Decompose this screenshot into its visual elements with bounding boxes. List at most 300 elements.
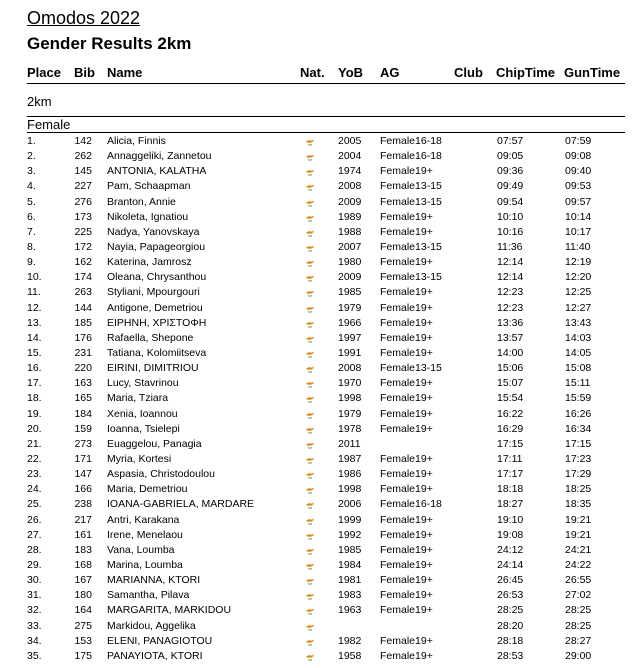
place-cell: 23. — [27, 468, 42, 481]
ag-cell: Female16-18 — [380, 150, 442, 163]
table-row — [0, 437, 635, 452]
bib-cell: 161 — [74, 528, 92, 541]
yob-cell: 1988 — [338, 225, 362, 238]
yob-cell: 1998 — [338, 392, 362, 405]
chiptime-cell: 09:49 — [497, 180, 524, 193]
bib-cell: 142 — [74, 135, 92, 147]
table-row — [0, 422, 635, 437]
place-cell: 11. — [27, 286, 41, 299]
table-row — [0, 482, 635, 497]
cyprus-flag-icon — [303, 334, 317, 344]
bib-cell: 176 — [74, 331, 92, 344]
chiptime-cell: 19:10 — [497, 513, 524, 526]
ag-cell: Female19+ — [380, 210, 433, 223]
yob-cell: 1982 — [338, 634, 362, 647]
guntime-cell: 18:35 — [565, 498, 592, 511]
cyprus-flag-icon — [303, 364, 317, 374]
bib-cell: 163 — [74, 377, 92, 390]
yob-cell: 2009 — [338, 195, 362, 208]
group-divider — [27, 132, 625, 133]
name-cell: Maria, Tziara — [107, 392, 169, 405]
chiptime-cell: 15:07 — [497, 377, 524, 390]
report-title: Gender Results 2km — [27, 34, 192, 53]
place-cell: 33. — [27, 619, 42, 632]
cyprus-flag-icon — [303, 485, 317, 495]
place-cell: 15. — [27, 346, 42, 359]
chiptime-cell: 12:14 — [497, 256, 524, 269]
guntime-cell: 15:11 — [565, 377, 591, 390]
header-bib: Bib — [74, 65, 95, 80]
cyprus-flag-icon — [303, 213, 317, 223]
cyprus-flag-icon — [303, 531, 317, 541]
yob-cell: 2008 — [338, 362, 362, 375]
table-row — [0, 285, 635, 300]
name-cell: Styliani, Mpourgouri — [107, 286, 200, 299]
name-cell: Alicia, Finnis — [107, 135, 166, 147]
chiptime-cell: 28:53 — [497, 649, 524, 662]
table-row — [0, 634, 635, 649]
header-guntime: GunTime — [564, 65, 621, 80]
bib-cell: 147 — [74, 468, 92, 481]
ag-cell: Female19+ — [380, 483, 433, 496]
bib-cell: 162 — [74, 256, 92, 269]
guntime-cell: 29:00 — [565, 649, 592, 662]
chiptime-cell: 09:54 — [497, 195, 524, 208]
name-cell: Markidou, Aggelika — [107, 619, 196, 632]
bib-cell: 180 — [74, 589, 92, 602]
table-row — [0, 513, 635, 528]
guntime-cell: 18:25 — [565, 483, 592, 496]
ag-cell: Female19+ — [380, 301, 433, 314]
table-row — [0, 164, 635, 179]
name-cell: Vana, Loumba — [107, 543, 175, 556]
chiptime-cell: 14:00 — [497, 346, 524, 359]
guntime-cell: 12:25 — [565, 286, 592, 299]
table-row — [0, 543, 635, 558]
place-cell: 1. — [27, 135, 36, 147]
name-cell: Antigone, Demetriou — [107, 301, 203, 314]
bib-cell: 225 — [74, 225, 92, 238]
yob-cell: 2006 — [338, 498, 362, 511]
table-row — [0, 240, 635, 255]
yob-cell: 2011 — [338, 437, 361, 450]
chiptime-cell: 28:18 — [497, 634, 524, 647]
chiptime-cell: 12:14 — [497, 271, 524, 284]
ag-cell: Female19+ — [380, 649, 433, 662]
table-row — [0, 255, 635, 270]
bib-cell: 171 — [74, 452, 92, 465]
yob-cell: 2009 — [338, 271, 362, 284]
guntime-cell: 09:08 — [565, 150, 592, 163]
chiptime-cell: 18:18 — [497, 483, 524, 496]
name-cell: Maria, Demetriou — [107, 483, 188, 496]
table-row — [0, 528, 635, 543]
guntime-cell: 28:27 — [565, 634, 592, 647]
table-row — [0, 149, 635, 164]
ag-cell: Female13-15 — [380, 240, 442, 253]
yob-cell: 1966 — [338, 316, 362, 329]
place-cell: 30. — [27, 574, 42, 587]
table-row — [0, 361, 635, 376]
place-cell: 14. — [27, 331, 42, 344]
cyprus-flag-icon — [303, 455, 317, 465]
event-title[interactable]: Omodos 2022 — [27, 8, 141, 28]
table-row — [0, 195, 635, 210]
name-cell: Aspasia, Christodoulou — [107, 468, 215, 481]
cyprus-flag-icon — [303, 349, 317, 359]
bib-cell: 276 — [74, 195, 92, 208]
chiptime-cell: 12:23 — [497, 286, 524, 299]
ag-cell: Female19+ — [380, 165, 433, 178]
guntime-cell: 19:21 — [565, 513, 592, 526]
ag-cell: Female13-15 — [380, 195, 442, 208]
name-cell: Irene, Menelaou — [107, 528, 183, 541]
ag-cell: Female19+ — [380, 558, 433, 571]
bib-cell: 217 — [74, 513, 92, 526]
ag-cell: Female19+ — [380, 528, 433, 541]
guntime-cell: 24:22 — [565, 558, 592, 571]
name-cell: Samantha, Pilava — [107, 589, 190, 602]
yob-cell: 2008 — [338, 180, 362, 193]
chiptime-cell: 17:15 — [497, 437, 524, 450]
name-cell: ΕΙΡΗΝΗ, ΧΡΙΣΤΟΦΗ — [107, 316, 207, 329]
bib-cell: 144 — [74, 301, 92, 314]
yob-cell: 1984 — [338, 558, 362, 571]
place-cell: 16. — [27, 362, 42, 375]
yob-cell: 1999 — [338, 513, 362, 526]
cyprus-flag-icon — [303, 198, 317, 208]
name-cell: Lucy, Stavrinou — [107, 377, 179, 390]
bib-cell: 220 — [74, 362, 92, 375]
table-row — [0, 497, 635, 512]
ag-cell: Female19+ — [380, 316, 433, 329]
bib-cell: 262 — [74, 150, 92, 163]
guntime-cell: 28:25 — [565, 619, 592, 632]
chiptime-cell: 15:06 — [497, 362, 524, 375]
guntime-cell: 19:21 — [565, 528, 592, 541]
place-cell: 2. — [27, 150, 36, 163]
header-nat: Nat. — [300, 65, 325, 80]
chiptime-cell: 28:25 — [497, 604, 524, 617]
ag-cell: Female19+ — [380, 256, 433, 269]
cyprus-flag-icon — [303, 516, 317, 526]
guntime-cell: 09:53 — [565, 180, 592, 193]
guntime-cell: 26:55 — [565, 574, 592, 587]
name-cell: MARGARITA, MARKIDOU — [107, 604, 232, 617]
guntime-cell: 11:40 — [565, 240, 591, 253]
cyprus-flag-icon — [303, 576, 317, 586]
table-row — [0, 134, 635, 149]
place-cell: 20. — [27, 422, 42, 435]
place-cell: 34. — [27, 634, 42, 647]
bib-cell: 275 — [74, 619, 92, 632]
ag-cell: Female19+ — [380, 574, 433, 587]
header-chiptime: ChipTime — [496, 65, 555, 80]
table-row — [0, 179, 635, 194]
cyprus-flag-icon — [303, 137, 317, 147]
place-cell: 18. — [27, 392, 42, 405]
cyprus-flag-icon — [303, 546, 317, 556]
place-cell: 22. — [27, 452, 42, 465]
cyprus-flag-icon — [303, 319, 317, 329]
ag-cell: Female13-15 — [380, 362, 442, 375]
bib-cell: 185 — [74, 316, 92, 329]
table-row — [0, 225, 635, 240]
yob-cell: 1970 — [338, 377, 362, 390]
guntime-cell: 15:08 — [565, 362, 592, 375]
yob-cell: 1992 — [338, 528, 362, 541]
guntime-cell: 14:05 — [565, 346, 592, 359]
place-cell: 19. — [27, 407, 42, 420]
table-row — [0, 407, 635, 422]
place-cell: 17. — [27, 377, 42, 390]
place-cell: 10. — [27, 271, 42, 284]
cyprus-flag-icon — [303, 622, 317, 632]
bib-cell: 165 — [74, 392, 92, 405]
cyprus-flag-icon — [303, 152, 317, 162]
name-cell: ELENI, PANAGIOTOU — [107, 634, 213, 647]
table-header — [0, 65, 635, 83]
guntime-cell: 12:20 — [565, 271, 592, 284]
results-table-body — [0, 134, 635, 664]
chiptime-cell: 09:05 — [497, 150, 524, 163]
ag-cell: Female19+ — [380, 377, 433, 390]
cyprus-flag-icon — [303, 652, 317, 662]
table-row — [0, 376, 635, 391]
chiptime-cell: 13:57 — [497, 331, 524, 344]
guntime-cell: 13:43 — [565, 316, 592, 329]
yob-cell: 1979 — [338, 407, 362, 420]
name-cell: Myria, Kortesi — [107, 452, 172, 465]
cyprus-flag-icon — [303, 167, 317, 177]
chiptime-cell: 13:36 — [497, 316, 524, 329]
place-cell: 12. — [27, 301, 42, 314]
cyprus-flag-icon — [303, 425, 317, 435]
chiptime-cell: 24:14 — [497, 558, 524, 571]
ag-cell: Female19+ — [380, 589, 433, 602]
table-row — [0, 603, 635, 618]
table-row — [0, 346, 635, 361]
bib-cell: 183 — [74, 543, 92, 556]
bib-cell: 238 — [74, 498, 92, 511]
name-cell: Rafaella, Shepone — [107, 331, 194, 344]
table-row — [0, 270, 635, 285]
ag-cell: Female19+ — [380, 452, 433, 465]
bib-cell: 164 — [74, 604, 92, 617]
header-yob: YoB — [338, 65, 364, 80]
yob-cell: 2005 — [338, 135, 362, 147]
chiptime-cell: 07:57 — [497, 135, 524, 147]
cyprus-flag-icon — [303, 304, 317, 314]
guntime-cell: 07:59 — [565, 135, 592, 147]
table-row — [0, 331, 635, 346]
cyprus-flag-icon — [303, 182, 317, 192]
bib-cell: 145 — [74, 165, 92, 178]
chiptime-cell: 16:29 — [497, 422, 524, 435]
table-row — [0, 210, 635, 225]
guntime-cell: 14:03 — [565, 331, 592, 344]
cyprus-flag-icon — [303, 288, 317, 298]
bib-cell: 166 — [74, 483, 92, 496]
chiptime-cell: 26:53 — [497, 589, 524, 602]
name-cell: Xenia, Ioannou — [107, 407, 178, 420]
ag-cell: Female19+ — [380, 468, 433, 481]
table-row — [0, 452, 635, 467]
place-cell: 21. — [27, 437, 42, 450]
bib-cell: 175 — [74, 649, 92, 662]
yob-cell: 1997 — [338, 331, 362, 344]
guntime-cell: 24:21 — [565, 543, 592, 556]
chiptime-cell: 18:27 — [497, 498, 524, 511]
section-label: 2km — [27, 94, 52, 109]
place-cell: 6. — [27, 210, 36, 223]
place-cell: 5. — [27, 195, 36, 208]
place-cell: 28. — [27, 543, 42, 556]
place-cell: 4. — [27, 180, 36, 193]
ag-cell: Female19+ — [380, 513, 433, 526]
chiptime-cell: 09:36 — [497, 165, 524, 178]
bib-cell: 172 — [74, 240, 92, 253]
name-cell: Oleana, Chrysanthou — [107, 271, 207, 284]
guntime-cell: 09:40 — [565, 165, 592, 178]
cyprus-flag-icon — [303, 258, 317, 268]
name-cell: Pam, Schaapman — [107, 180, 191, 193]
place-cell: 3. — [27, 165, 36, 178]
name-cell: IOANA-GABRIELA, MARDARE — [107, 498, 255, 511]
name-cell: ANTONIA, KALATHA — [107, 165, 207, 178]
bib-cell: 263 — [74, 286, 92, 299]
place-cell: 25. — [27, 498, 42, 511]
yob-cell: 1980 — [338, 256, 362, 269]
ag-cell: Female19+ — [380, 346, 433, 359]
yob-cell: 1989 — [338, 210, 362, 223]
cyprus-flag-icon — [303, 273, 317, 283]
place-cell: 35. — [27, 649, 42, 662]
place-cell: 24. — [27, 483, 42, 496]
guntime-cell: 12:27 — [565, 301, 592, 314]
chiptime-cell: 17:17 — [497, 468, 524, 481]
bib-cell: 174 — [74, 271, 92, 284]
ag-cell: Female19+ — [380, 331, 433, 344]
cyprus-flag-icon — [303, 470, 317, 480]
place-cell: 8. — [27, 240, 36, 253]
name-cell: Nikoleta, Ignatiou — [107, 210, 189, 223]
name-cell: Ioanna, Tsielepi — [107, 422, 180, 435]
table-row — [0, 467, 635, 482]
table-row — [0, 619, 635, 634]
ag-cell: Female13-15 — [380, 271, 442, 284]
ag-cell: Female19+ — [380, 604, 433, 617]
chiptime-cell: 15:54 — [497, 392, 524, 405]
ag-cell: Female16-18 — [380, 498, 442, 511]
place-cell: 29. — [27, 558, 42, 571]
cyprus-flag-icon — [303, 591, 317, 601]
name-cell: Branton, Annie — [107, 195, 176, 208]
bib-cell: 159 — [74, 422, 92, 435]
guntime-cell: 12:19 — [565, 256, 592, 269]
name-cell: Nadya, Yanovskaya — [107, 225, 200, 238]
table-row — [0, 649, 635, 664]
ag-cell: Female19+ — [380, 634, 433, 647]
yob-cell: 1963 — [338, 604, 362, 617]
yob-cell: 1985 — [338, 286, 362, 299]
chiptime-cell: 10:16 — [497, 225, 524, 238]
name-cell: Tatiana, Kolomiitseva — [107, 346, 207, 359]
header-divider — [27, 83, 625, 84]
ag-cell: Female19+ — [380, 422, 433, 435]
ag-cell: Female19+ — [380, 543, 433, 556]
ag-cell: Female19+ — [380, 225, 433, 238]
header-place: Place — [27, 65, 61, 80]
guntime-cell: 09:57 — [565, 195, 592, 208]
yob-cell: 1974 — [338, 165, 362, 178]
yob-cell: 1983 — [338, 589, 362, 602]
cyprus-flag-icon — [303, 606, 317, 616]
guntime-cell: 27:02 — [565, 589, 592, 602]
ag-cell: Female13-15 — [380, 180, 442, 193]
chiptime-cell: 12:23 — [497, 301, 524, 314]
bib-cell: 231 — [74, 346, 92, 359]
yob-cell: 2007 — [338, 240, 362, 253]
yob-cell: 1979 — [338, 301, 362, 314]
yob-cell: 1991 — [338, 346, 362, 359]
guntime-cell: 16:26 — [565, 407, 592, 420]
name-cell: Katerina, Jamrosz — [107, 256, 192, 269]
cyprus-flag-icon — [303, 500, 317, 510]
cyprus-flag-icon — [303, 440, 317, 450]
name-cell: Nayia, Papageorgiou — [107, 240, 206, 253]
guntime-cell: 16:34 — [565, 422, 592, 435]
yob-cell: 1978 — [338, 422, 362, 435]
ag-cell: Female19+ — [380, 392, 433, 405]
yob-cell: 1986 — [338, 468, 362, 481]
name-cell: MARIANNA, KTORI — [107, 574, 201, 587]
chiptime-cell: 26:45 — [497, 574, 524, 587]
cyprus-flag-icon — [303, 561, 317, 571]
bib-cell: 173 — [74, 210, 92, 223]
yob-cell: 1958 — [338, 649, 362, 662]
guntime-cell: 17:23 — [565, 452, 592, 465]
bib-cell: 184 — [74, 407, 92, 420]
table-row — [0, 316, 635, 331]
guntime-cell: 28:25 — [565, 604, 592, 617]
guntime-cell: 17:29 — [565, 468, 592, 481]
cyprus-flag-icon — [303, 637, 317, 647]
place-cell: 9. — [27, 256, 36, 269]
bib-cell: 168 — [74, 558, 92, 571]
yob-cell: 2004 — [338, 150, 362, 163]
chiptime-cell: 19:08 — [497, 528, 524, 541]
bib-cell: 153 — [74, 634, 92, 647]
table-row — [0, 558, 635, 573]
group-label: Female — [27, 117, 71, 132]
yob-cell: 1985 — [338, 543, 362, 556]
ag-cell: Female19+ — [380, 286, 433, 299]
place-cell: 7. — [27, 225, 36, 238]
name-cell: Annaggeliki, Zannetou — [107, 150, 212, 163]
section-divider — [27, 116, 625, 117]
bib-cell: 167 — [74, 574, 92, 587]
chiptime-cell: 11:36 — [497, 240, 523, 253]
table-row — [0, 301, 635, 316]
bib-cell: 227 — [74, 180, 92, 193]
guntime-cell: 17:15 — [565, 437, 592, 450]
cyprus-flag-icon — [303, 228, 317, 238]
header-name: Name — [107, 65, 143, 80]
guntime-cell: 10:17 — [565, 225, 592, 238]
name-cell: Marina, Loumba — [107, 558, 183, 571]
chiptime-cell: 24:12 — [497, 543, 524, 556]
